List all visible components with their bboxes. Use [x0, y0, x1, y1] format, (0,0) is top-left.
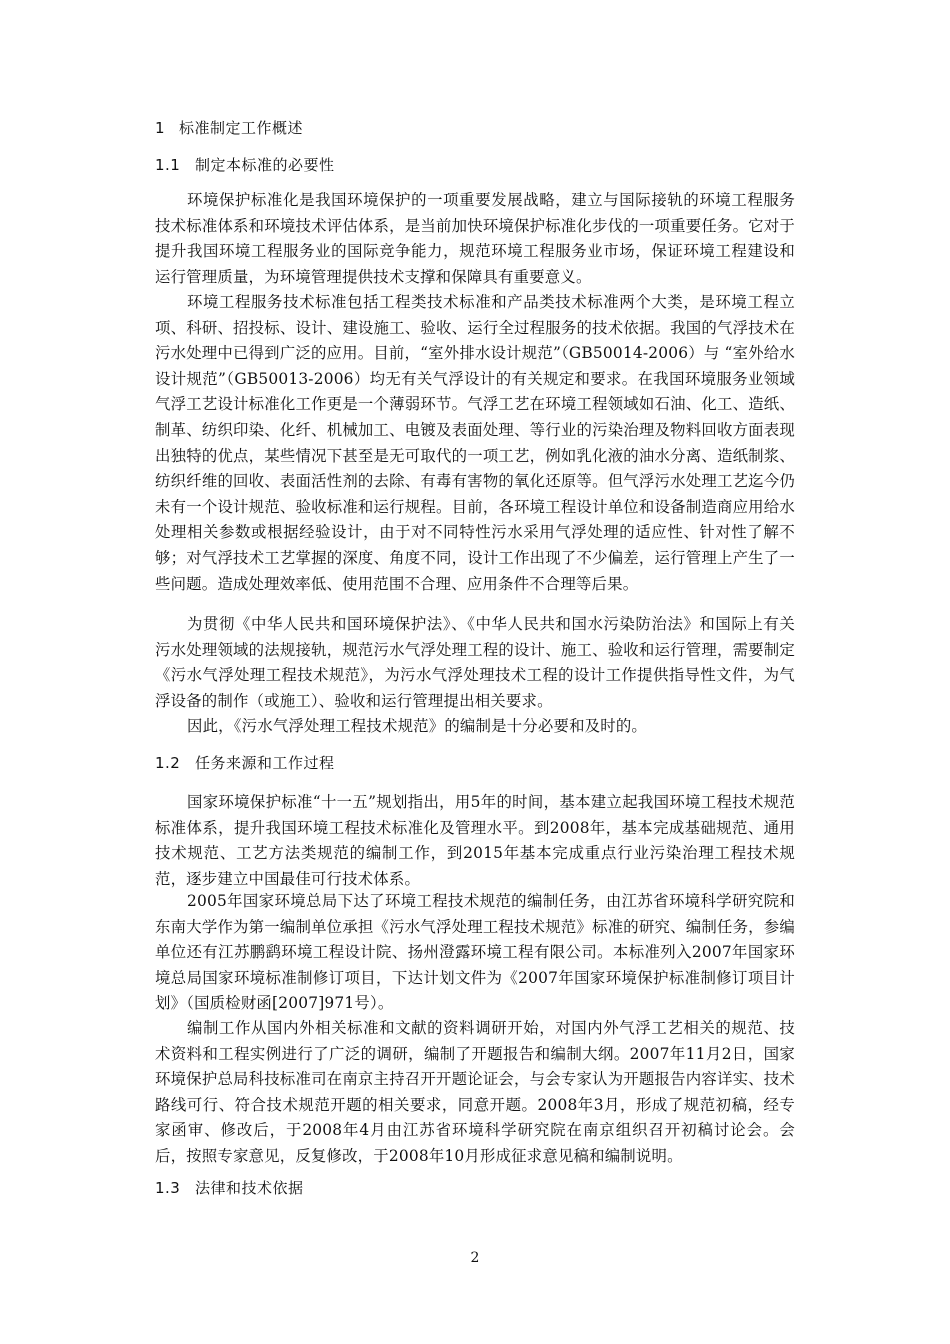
paragraph-necessity-1: 环境保护标准化是我国环境保护的一项重要发展战略，建立与国际接轨的环境工程服务技术标准体系和环境技术评估体系，是当前加快环境保护标准化步伐的一项重要任务。它对于 提升我国环境工程服务业的国际竞争能力，规范环境工程服务业市场，保证环境工程建设和 运行管理质量，为环境管理提供技术支撑和保障具有重要意义。: [155, 191, 795, 286]
section-number: 1.1: [155, 156, 181, 174]
page-number: 2: [470, 1250, 480, 1266]
paragraph-source-2: 2005年国家环境总局下达了环境工程技术规范的编制任务，由江苏省环境科学研究院和东南大学作为第一编制单位承担《污水气浮处理工程技术规范》标准的研究、编制任务，参编单位还有江苏鹏鹞环境工程设计院、扬州澄露环境工程有限公司。本标准列入2007年国家环境总局国家环境标准制修订项目，下达计划文件为《2007年国家环境保护标准制修订项目计划》（国质检财函[2007]971号）。: [155, 892, 795, 1013]
section-title: 制定本标准的必要性: [195, 156, 335, 174]
section-title: 任务来源和工作过程: [195, 754, 335, 772]
paragraph-source-1: 国家环境保护标准“十一五”规划指出，用5年的时间，基本建立起我国环境工程技术规范标准体系，提升我国环境工程技术标准化及管理水平。到2008年，基本完成基础规范、通用技术规范、工艺方法类规范的编制工作，到2015年基本完成重点行业污染治理工程技术规范，逐步建立中国最佳可行技术体系。: [155, 793, 795, 888]
section-heading-1-1: [155, 155, 335, 175]
section-heading-1-3: [155, 1178, 304, 1198]
section-heading-1: [155, 118, 303, 138]
section-heading-1-2: [155, 753, 335, 773]
section-number: 1.3: [155, 1179, 181, 1197]
paragraph-source-3: 编制工作从国内外相关标准和文献的资料调研开始，对国内外气浮工艺相关的规范、技术资料和工程实例进行了广泛的调研，编制了开题报告和编制大纲。2007年11月2日，国家环境保护总局科技标准司在南京主持召开开题论证会，与会专家认为开题报告内容详实、技术路线可行、符合技术规范开题的相关要求，同意开题。2008年3月，形成了规范初稿，经专家函审、修改后，于2008年4月由江苏省环境科学研究院在南京组织召开初稿讨论会。会后，按照专家意见，反复修改，于2008年10月形成征求意见稿和编制说明。: [155, 1019, 795, 1165]
section-title: 标准制定工作概述: [179, 119, 304, 137]
section-number: 1: [155, 119, 166, 137]
paragraph-necessity-2: 环境工程服务技术标准包括工程类技术标准和产品类技术标准两个大类，是环境工程立项、科研、招投标、设计、建设施工、验收、运行全过程服务的技术依据。我国的气浮技术在污水处理中已得到广泛的应用。目前，“室外排水设计规范”（GB50014-2006）与 “室外给水设计规范”（GB50013-2006）均无有关气浮设计的有关规定和要求。在我国环境服务业领域气浮工艺设计标准化工作更是一个薄弱环节。气浮工艺在环境工程领域如石油、化工、造纸、制革、纺织印染、化纤、机械加工、电镀及表面处理、等行业的污染治理及物料回收方面表现出独特的优点，某些情况下甚至是无可取代的一项工艺，例如乳化液的油水分离、造纸制浆、纺织纤维的回收、表面活性剂的去除、有毒有害物的氧化还原等。但气浮污水处理工艺迄今仍未有一个设计规范、验收标准和运行规程。目前，各环境工程设计单位和设备制造商应用给水处理相关参数或根据经验设计，由于对不同特性污水采用气浮处理的适应性、针对性了解不够；对气浮技术工艺掌握的深度、角度不同，设计工作出现了不少偏差，运行管理上产生了一些问题。造成处理效率低、使用范围不合理、应用条件不合理等后果。: [155, 293, 795, 593]
paragraph-necessity-3: 为贯彻《中华人民共和国环境保护法》、《中华人民共和国水污染防治法》和国际上有关污水处理领域的法规接轨，规范污水气浮处理工程的设计、施工、验收和运行管理，需要制定《污水气浮处理工程技术规范》，为污水气浮处理技术工程的设计工作提供指导性文件，为气浮设备的制作（或施工）、验收和运行管理提出相关要求。: [155, 615, 795, 710]
section-number: 1.2: [155, 754, 181, 772]
paragraph-necessity-4: 因此，《污水气浮处理工程技术规范》的编制是十分必要和及时的。: [187, 717, 648, 735]
section-title: 法律和技术依据: [195, 1179, 304, 1197]
